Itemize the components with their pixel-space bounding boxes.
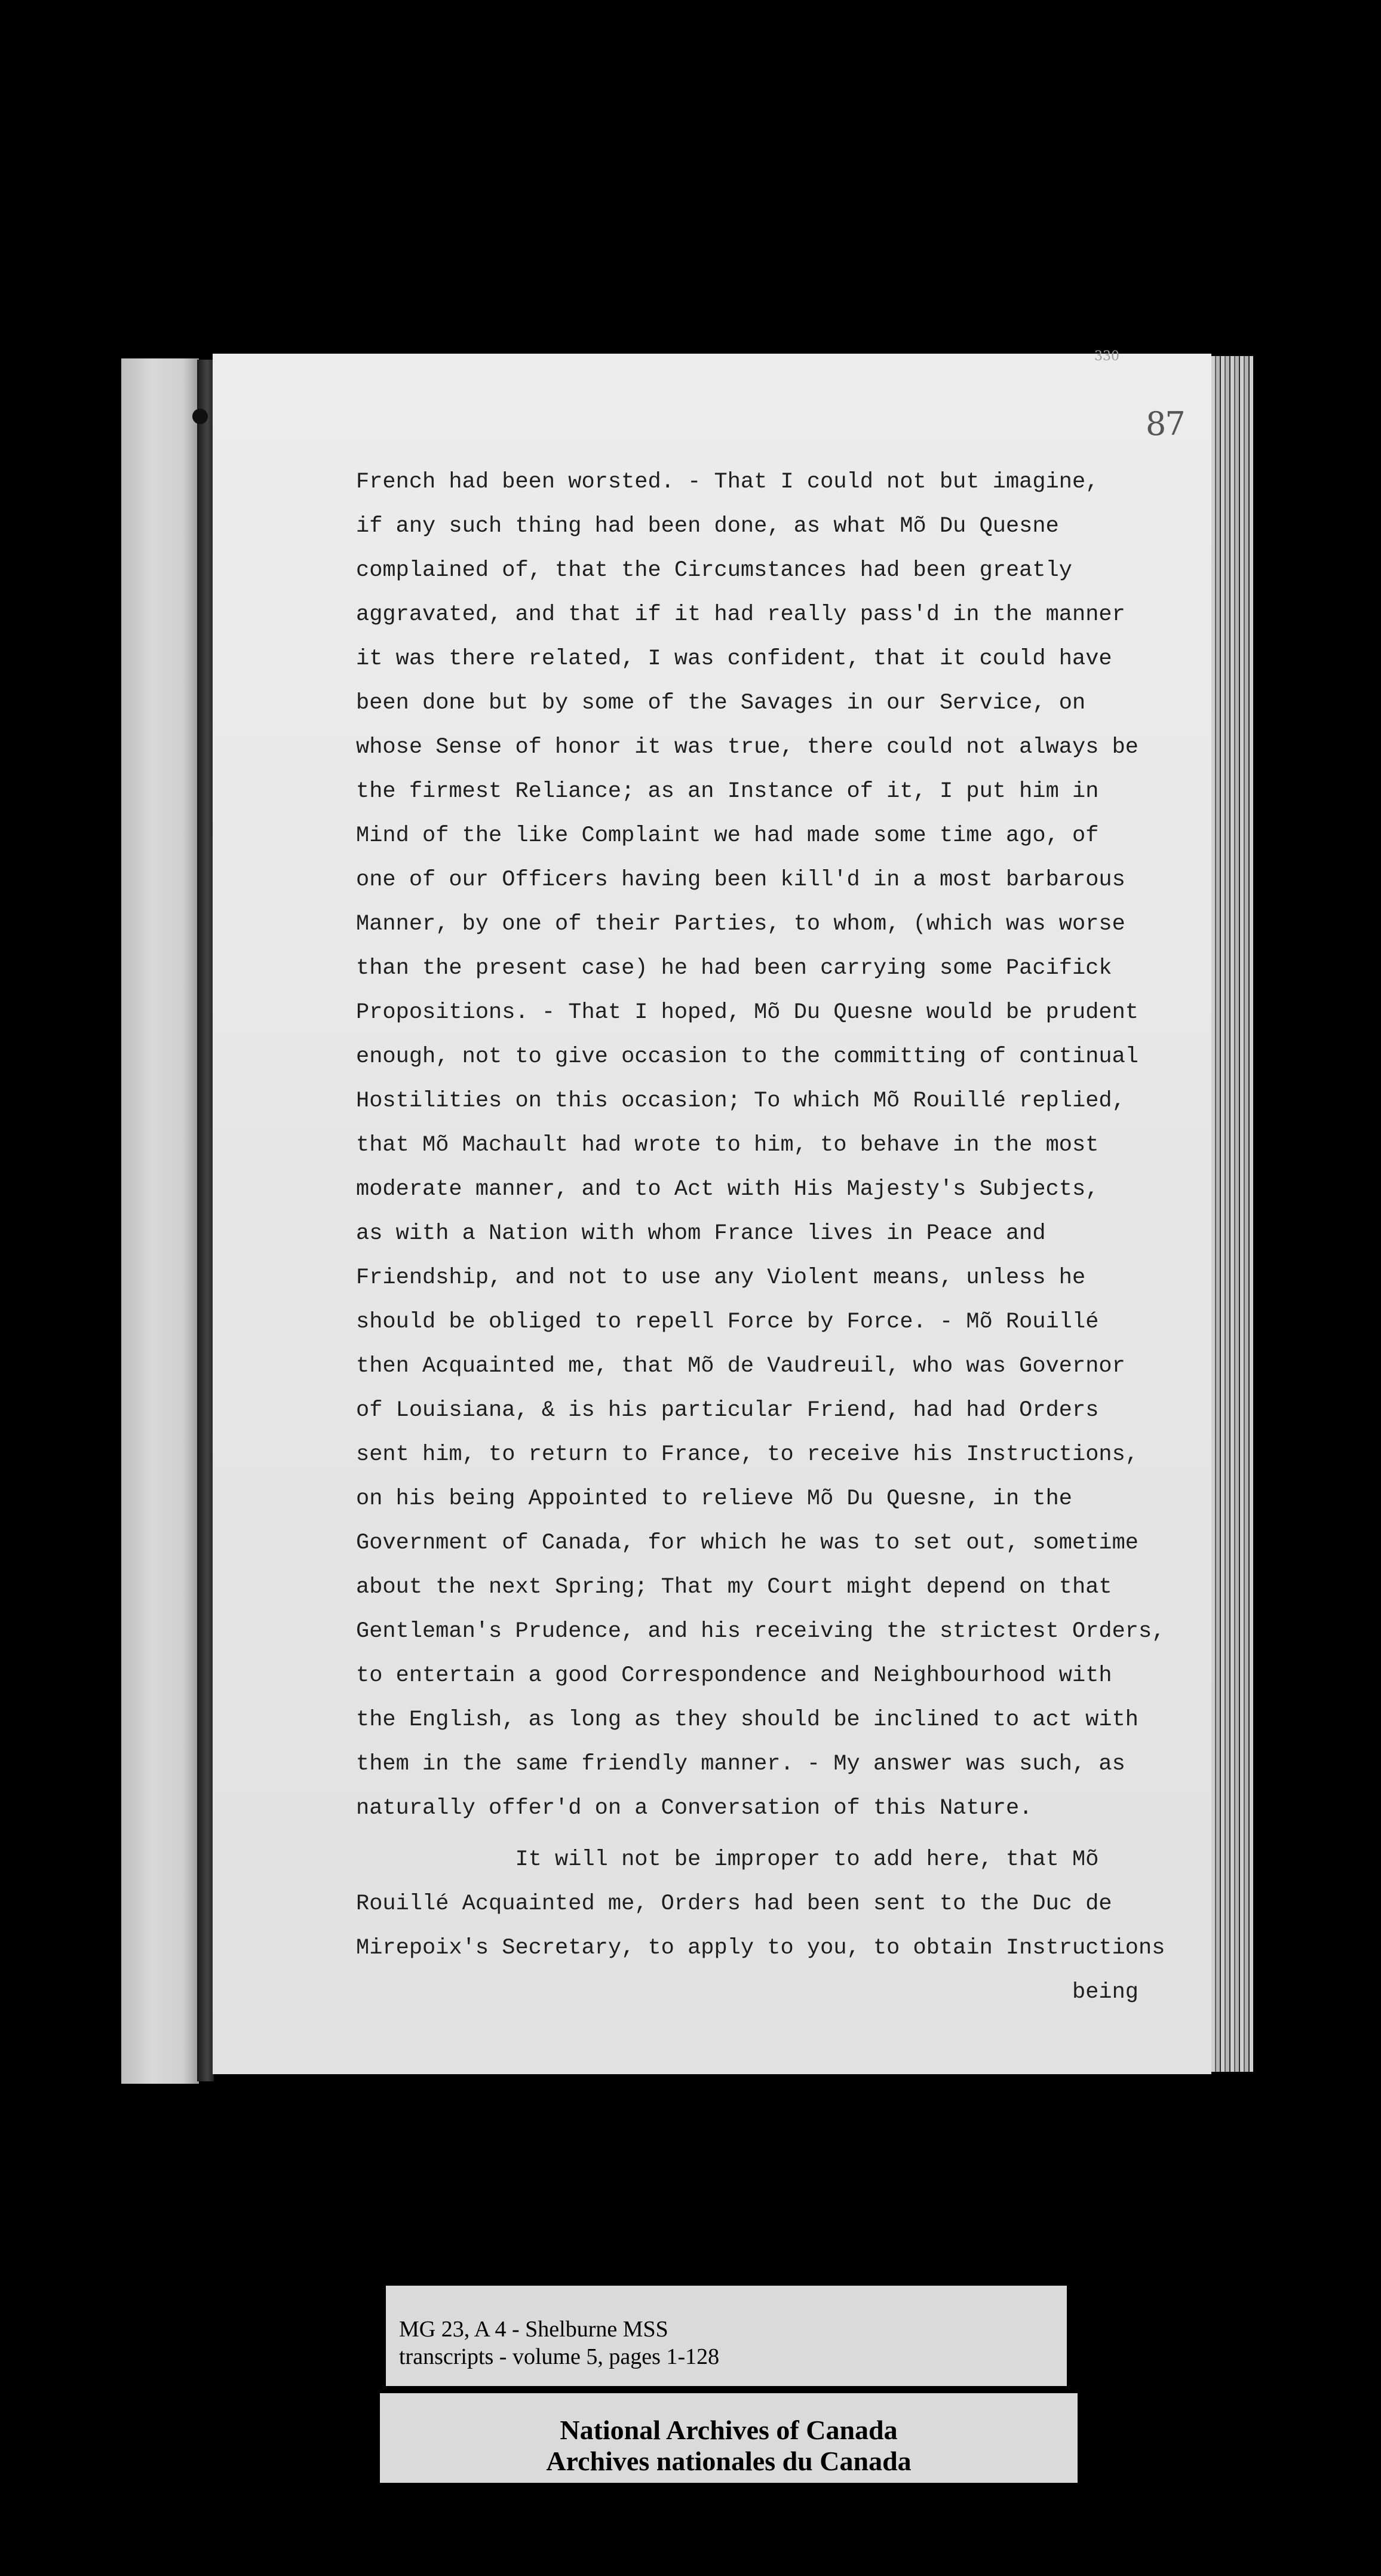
text-line: should be obliged to repell Force by Force. - Mõ Rouillé bbox=[356, 1310, 1099, 1335]
text-line: the English, as long as they should be inclined to act with bbox=[356, 1707, 1139, 1732]
collection-label-line: transcripts - volume 5, pages 1-128 bbox=[399, 2344, 720, 2369]
text-line: complained of, that the Circumstances had been greatly bbox=[356, 558, 1072, 583]
text-line: Government of Canada, for which he was to set out, sometime bbox=[356, 1531, 1139, 1556]
text-line: French had been worsted. - That I could not but imagine, bbox=[356, 470, 1099, 495]
text-line: them in the same friendly manner. - My answer was such, as bbox=[356, 1752, 1125, 1777]
text-line: aggravated, and that if it had really pass'd in the manner bbox=[356, 602, 1125, 627]
text-line: Manner, by one of their Parties, to whom, (which was worse bbox=[356, 912, 1125, 937]
text-line: moderate manner, and to Act with His Majesty's Subjects, bbox=[356, 1177, 1099, 1202]
archive-label-line: National Archives of Canada bbox=[560, 2415, 898, 2445]
text-line: Friendship, and not to use any Violent means, unless he bbox=[356, 1265, 1086, 1290]
text-line: Propositions. - That I hoped, Mõ Du Quesne would be prudent bbox=[356, 1000, 1139, 1025]
archive-label-line: Archives nationales du Canada bbox=[546, 2446, 912, 2476]
text-line: on his being Appointed to relieve Mõ Du Quesne, in the bbox=[356, 1486, 1072, 1511]
text-line: one of our Officers having been kill'd in a most barbarous bbox=[356, 867, 1125, 893]
text-line: Gentleman's Prudence, and his receiving the strictest Orders, bbox=[356, 1619, 1165, 1644]
text-line: as with a Nation with whom France lives in Peace and bbox=[356, 1221, 1046, 1246]
text-line: sent him, to return to France, to receive his Instructions, bbox=[356, 1442, 1139, 1467]
text-line: Mirepoix's Secretary, to apply to you, to obtain Instructions bbox=[356, 1936, 1165, 1961]
text-line: that Mõ Machault had wrote to him, to behave in the most bbox=[356, 1133, 1099, 1158]
folio-number: 87 bbox=[1146, 405, 1184, 443]
text-line: been done but by some of the Savages in our Service, on bbox=[356, 691, 1086, 716]
text-line: than the present case) he had been carrying some Pacifick bbox=[356, 956, 1112, 981]
text-line: being bbox=[356, 1980, 1139, 2005]
text-line: whose Sense of honor it was true, there could not always be bbox=[356, 735, 1139, 760]
text-line: to entertain a good Correspondence and Neighbourhood with bbox=[356, 1663, 1112, 1688]
text-line: then Acquainted me, that Mõ de Vaudreuil, who was Governor bbox=[356, 1354, 1125, 1379]
text-line: the firmest Reliance; as an Instance of it, I put him in bbox=[356, 779, 1099, 804]
text-line: naturally offer'd on a Conversation of this Nature. bbox=[356, 1796, 1033, 1821]
archive-label bbox=[380, 2393, 1078, 2483]
text-line: it was there related, I was confident, that it could have bbox=[356, 646, 1112, 671]
text-line: Mind of the like Complaint we had made some time ago, of bbox=[356, 823, 1099, 848]
text-line: Rouillé Acquainted me, Orders had been sent to the Duc de bbox=[356, 1891, 1112, 1916]
text-line: about the next Spring; That my Court might depend on that bbox=[356, 1575, 1112, 1600]
collection-label bbox=[386, 2286, 1067, 2386]
text-line: It will not be improper to add here, that Mõ bbox=[356, 1847, 1099, 1872]
collection-label-line: MG 23, A 4 - Shelburne MSS bbox=[399, 2317, 668, 2342]
text-line: if any such thing had been done, as what Mõ Du Quesne bbox=[356, 514, 1059, 539]
text-line: Hostilities on this occasion; To which Mõ Rouillé replied, bbox=[356, 1088, 1125, 1114]
faint-page-number: 330 bbox=[1094, 349, 1119, 364]
text-line: of Louisiana, & is his particular Friend, had had Orders bbox=[356, 1398, 1099, 1423]
text-line: enough, not to give occasion to the committing of continual bbox=[356, 1044, 1139, 1069]
